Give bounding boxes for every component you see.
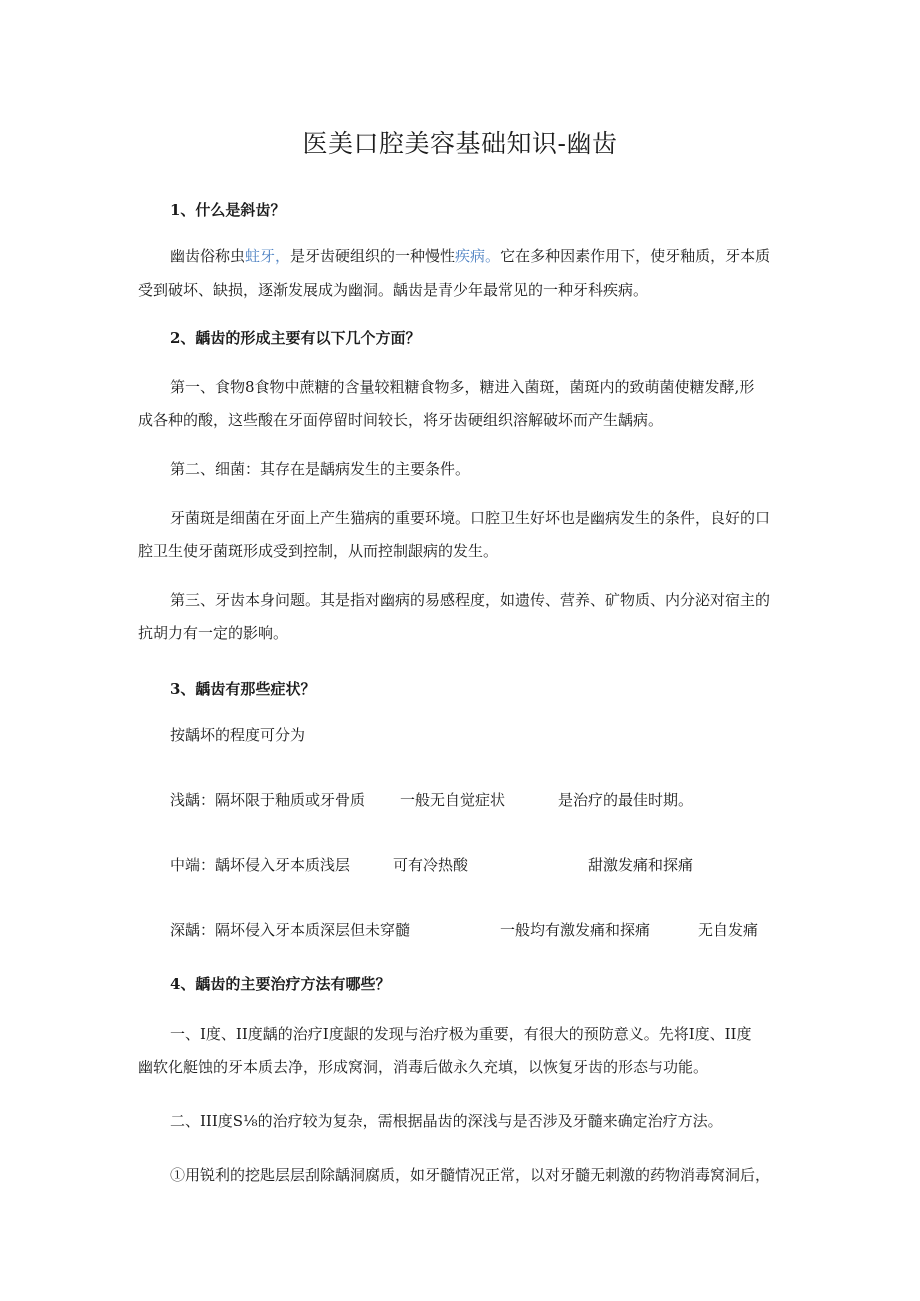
section-1-paragraph-line-2: 受到破坏、缺损，逐渐发展成为幽洞。龋齿是青少年最常见的一种牙科疾病。 — [138, 281, 649, 299]
section-3-intro: 按龋坏的程度可分为 — [170, 726, 306, 744]
symptom-type: 中端：龋坏侵入牙本质浅层 — [170, 856, 351, 874]
symptom-note: 是治疗的最佳时期。 — [558, 791, 694, 809]
section-1-paragraph-line-1 — [170, 246, 770, 266]
symptom-description: 可有冷热酸 — [393, 856, 469, 874]
document-title: 医美口腔美容基础知识-幽齿 — [302, 129, 618, 158]
link-cavity[interactable]: 蛀牙， — [245, 247, 291, 265]
section-4-para-1-line-1: 一、I度、II度龋的治疗I度龈的发现与治疗极为重要，有很大的预防意义。先将I度、II度 — [170, 1025, 752, 1043]
text-run: 是牙齿硬组织的一种慢性 — [290, 247, 456, 265]
symptom-note: 甜激发痛和探痛 — [588, 856, 694, 874]
section-4-heading: 4、龋齿的主要治疗方法有哪些？ — [170, 975, 391, 993]
section-2-para-4-line-1: 第三、牙齿本身问题。其是指对幽病的易感程度，如遗传、营养、矿物质、内分泌对宿主的 — [170, 591, 771, 609]
section-1-heading: 1、什么是斜齿？ — [170, 201, 286, 219]
section-4-para-1-line-2: 幽软化艇蚀的牙本质去净，形成窝洞，消毒后做永久充填，以恢复牙齿的形态与功能。 — [138, 1058, 709, 1076]
link-disease[interactable]: 疾病。 — [455, 247, 501, 265]
section-4-para-2: 二、III度S⅛的治疗较为复杂，需根据晶齿的深浅与是否涉及牙髓来确定治疗方法。 — [170, 1112, 723, 1130]
section-2-heading: 2、龋齿的形成主要有以下几个方面？ — [170, 329, 421, 347]
section-2-para-1-line-1: 第一、食物8食物中蔗糖的含量较粗糖食物多，糖进入菌斑，菌斑内的致萌菌使糖发酵,形 — [170, 378, 755, 396]
section-2-para-3-line-1: 牙菌斑是细菌在牙面上产生猫病的重要环境。口腔卫生好坏也是幽病发生的条件，良好的口 — [170, 509, 771, 527]
symptom-type: 浅龋：隔坏限于釉质或牙骨质 — [170, 791, 366, 809]
symptom-note: 无自发痛 — [698, 921, 759, 939]
symptom-description: 一般无自觉症状 — [400, 791, 506, 809]
section-2-para-4-line-2: 抗胡力有一定的影响。 — [138, 624, 289, 642]
section-2-para-3-line-2: 腔卫生使牙菌斑形成受到控制，从而控制龈病的发生。 — [138, 542, 499, 560]
text-run: 幽齿俗称虫 — [170, 247, 246, 265]
symptom-description: 一般均有激发痛和探痛 — [500, 921, 651, 939]
text-run: 它在多种因素作用下，使牙釉质，牙本质 — [500, 247, 771, 265]
section-3-heading: 3、龋齿有那些症状？ — [170, 680, 316, 698]
section-2-para-2: 第二、细菌：其存在是龋病发生的主要条件。 — [170, 460, 471, 478]
section-4-para-3: ①用锐利的挖匙层层刮除龋洞腐质，如牙髓情况正常，以对牙髓无刺激的药物消毒窝洞后， — [170, 1166, 771, 1184]
section-2-para-1-line-2: 成各种的酸，这些酸在牙面停留时间较长，将牙齿硬组织溶解破坏而产生龋病。 — [138, 411, 664, 429]
symptom-type: 深龋：隔坏侵入牙本质深层但未穿髓 — [170, 921, 411, 939]
